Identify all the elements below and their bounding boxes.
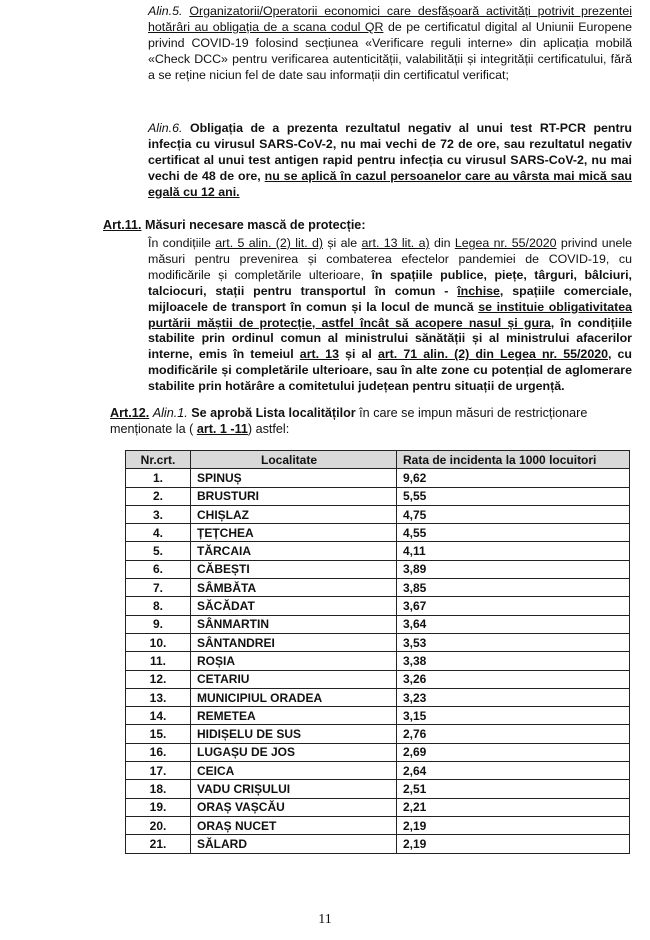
art12-number: Art.12.: [110, 406, 150, 420]
art11-text-1: În condițiile: [148, 236, 216, 250]
art11-bold-5: , cu modificările și completările ulterioare, sau în alte zone cu potențial de aglomerare stabilite prin hotărâre a comitetului județean pentru situații de urgență.: [148, 347, 633, 394]
row-nr: 20.: [126, 816, 191, 834]
row-localitate: REMETEA: [191, 707, 397, 725]
art12-text-2: ) astfel:: [247, 422, 290, 436]
row-rata: 2,21: [397, 798, 630, 816]
table-row: [126, 762, 630, 780]
table-row: [126, 688, 630, 706]
row-rata: 2,19: [397, 835, 630, 853]
row-localitate: ORAȘ VAȘCĂU: [191, 798, 397, 816]
row-localitate: CETARIU: [191, 670, 397, 688]
row-localitate: MUNICIPIUL ORADEA: [191, 688, 397, 706]
art11-bold-1: în spațiile publice, piețe, târguri, bâlciuri, talciocuri, stații pentru transportul în comun -: [148, 267, 632, 298]
art11-ref-3: Legea nr. 55/2020: [454, 236, 557, 250]
table-row: [126, 652, 630, 670]
art11-text-3: din: [429, 236, 455, 250]
row-localitate: VADU CRIȘULUI: [191, 780, 397, 798]
alin5-underlined-text: Organizatorii/Operatorii economici care desfășoară activități potrivit prezentei hotărâri au obligația de a scana codul QR: [148, 4, 632, 34]
table-row: [126, 505, 630, 523]
art11-bold-3: , în condițiile stabilite prin ordinul comun al ministrului sănătății și al ministrului afacerilor interne, emis în temeiul: [148, 315, 632, 362]
row-nr: 14.: [126, 707, 191, 725]
alin6-bold-text: Obligația de a prezenta rezultatul negativ al unui test RT-PCR pentru infecția cu virusul SARS-CoV-2, nu mai vechi de 72 de ore, sau rezultatul negativ certificat al unui test antigen rapid pentru infecția cu virusul SARS-CoV-2, nu mai vechi de 48 de ore,: [148, 121, 632, 183]
row-localitate: SÂNMARTIN: [191, 615, 397, 633]
page-number: 11: [318, 912, 332, 927]
art11-paragraph: [92, 236, 632, 395]
alin6-label: Alin.6.: [148, 121, 183, 135]
row-nr: 4.: [126, 524, 191, 542]
table-row: [126, 725, 630, 743]
row-nr: 8.: [126, 597, 191, 615]
localities-table: [125, 450, 630, 854]
row-rata: 3,53: [397, 633, 630, 651]
row-localitate: CHIȘLAZ: [191, 505, 397, 523]
art12-bold-text: Se aprobă Lista localităților: [187, 406, 356, 420]
row-localitate: CEICA: [191, 762, 397, 780]
art11-ref-1: art. 5 alin. (2) lit. d): [215, 236, 323, 250]
table-row: [126, 469, 630, 487]
art11-heading: [103, 217, 366, 233]
row-rata: 2,51: [397, 780, 630, 798]
alin6-paragraph: [92, 121, 632, 201]
row-localitate: LUGAȘU DE JOS: [191, 743, 397, 761]
row-localitate: SÂNTANDREI: [191, 633, 397, 651]
table-row: [126, 707, 630, 725]
header-rata: Rata de incidenta la 1000 locuitori: [397, 451, 630, 469]
table-row: [126, 743, 630, 761]
art11-bold-2: , spațiile comerciale, mijloacele de transport în comun și la locul de muncă: [148, 283, 632, 314]
row-nr: 16.: [126, 743, 191, 761]
row-rata: 3,85: [397, 579, 630, 597]
header-nr: Nr.crt.: [126, 451, 191, 469]
row-nr: 7.: [126, 579, 191, 597]
art11-title: Măsuri necesare mască de protecție:: [141, 218, 366, 232]
row-rata: 3,26: [397, 670, 630, 688]
art12-heading: [92, 405, 632, 437]
row-nr: 2.: [126, 487, 191, 505]
art11-number: Art.11.: [103, 218, 142, 232]
row-localitate: SÂMBĂTA: [191, 579, 397, 597]
art12-ref: art. 1 -11: [196, 422, 248, 436]
row-rata: 3,64: [397, 615, 630, 633]
table-row: [126, 597, 630, 615]
table-row: [126, 615, 630, 633]
table-row: [126, 542, 630, 560]
row-localitate: SĂLARD: [191, 835, 397, 853]
table-header-row: [126, 451, 630, 469]
row-rata: 2,19: [397, 816, 630, 834]
row-rata: 2,76: [397, 725, 630, 743]
row-nr: 11.: [126, 652, 191, 670]
row-localitate: TĂRCAIA: [191, 542, 397, 560]
row-nr: 21.: [126, 835, 191, 853]
row-nr: 3.: [126, 505, 191, 523]
art11-bold-underlined-4: art. 71 alin. (2) din Legea nr. 55/2020: [377, 347, 608, 362]
row-nr: 10.: [126, 633, 191, 651]
table-row: [126, 560, 630, 578]
row-rata: 9,62: [397, 469, 630, 487]
row-localitate: SĂCĂDAT: [191, 597, 397, 615]
row-nr: 13.: [126, 688, 191, 706]
row-nr: 17.: [126, 762, 191, 780]
row-localitate: CĂBEȘTI: [191, 560, 397, 578]
row-localitate: ORAȘ NUCET: [191, 816, 397, 834]
art11-bold-4: și al: [338, 347, 378, 362]
row-nr: 18.: [126, 780, 191, 798]
table-row: [126, 816, 630, 834]
row-nr: 5.: [126, 542, 191, 560]
row-rata: 4,75: [397, 505, 630, 523]
row-rata: 3,15: [397, 707, 630, 725]
row-rata: 3,89: [397, 560, 630, 578]
header-localitate: Localitate: [191, 451, 397, 469]
row-rata: 2,64: [397, 762, 630, 780]
row-localitate: HIDIȘELU DE SUS: [191, 725, 397, 743]
row-nr: 12.: [126, 670, 191, 688]
table-row: [126, 487, 630, 505]
art11-text-4: privind unele măsuri pentru prevenirea și combaterea efectelor pandemiei de COVID-19, cu modificările și completările ulterioare,: [148, 236, 633, 282]
row-nr: 6.: [126, 560, 191, 578]
art11-text-2: și ale: [323, 236, 362, 250]
alin5-text: de pe certificatul digital al Uniunii Europene privind COVID-19 folosind secțiunea «Verificare reguli interne» din aplicația mobilă «Check DCC» pentru verificarea autenticității, valabilității și integrității certificatului, fără a se reține niciun fel de date sau informații din certificatul verificat;: [148, 19, 633, 82]
table-row: [126, 524, 630, 542]
art12-alin-label: Alin.1.: [152, 406, 188, 420]
row-nr: 1.: [126, 469, 191, 487]
row-nr: 9.: [126, 615, 191, 633]
row-localitate: SPINUȘ: [191, 469, 397, 487]
row-nr: 19.: [126, 798, 191, 816]
art11-bold-underlined-3: art. 13: [299, 347, 339, 362]
row-rata: 4,11: [397, 542, 630, 560]
table-row: [126, 633, 630, 651]
art11-ref-2: art. 13 lit. a): [361, 236, 430, 250]
table-row: [126, 670, 630, 688]
table-row: [126, 579, 630, 597]
art12-text-1: în care se impun măsuri de restricționare menționate la (: [110, 406, 588, 436]
row-rata: 3,67: [397, 597, 630, 615]
table-row: [126, 835, 630, 853]
alin6-underlined-text: nu se aplică în cazul persoanelor care au vârsta mai mică sau egală cu 12 ani.: [148, 168, 632, 199]
alin5-paragraph: [92, 4, 632, 84]
table-row: [126, 798, 630, 816]
row-localitate: ROȘIA: [191, 652, 397, 670]
row-localitate: ȚEȚCHEA: [191, 524, 397, 542]
row-rata: 3,23: [397, 688, 630, 706]
alin5-label: Alin.5.: [148, 4, 183, 18]
row-rata: 4,55: [397, 524, 630, 542]
art11-bold-underlined-2: se instituie obligativitatea purtării măștii de protecție, astfel încât să acopere nasul și gura: [148, 299, 632, 330]
row-rata: 5,55: [397, 487, 630, 505]
row-rata: 2,69: [397, 743, 630, 761]
table-row: [126, 780, 630, 798]
row-nr: 15.: [126, 725, 191, 743]
row-rata: 3,38: [397, 652, 630, 670]
row-localitate: BRUSTURI: [191, 487, 397, 505]
art11-bold-underlined-1: închise: [457, 283, 500, 298]
